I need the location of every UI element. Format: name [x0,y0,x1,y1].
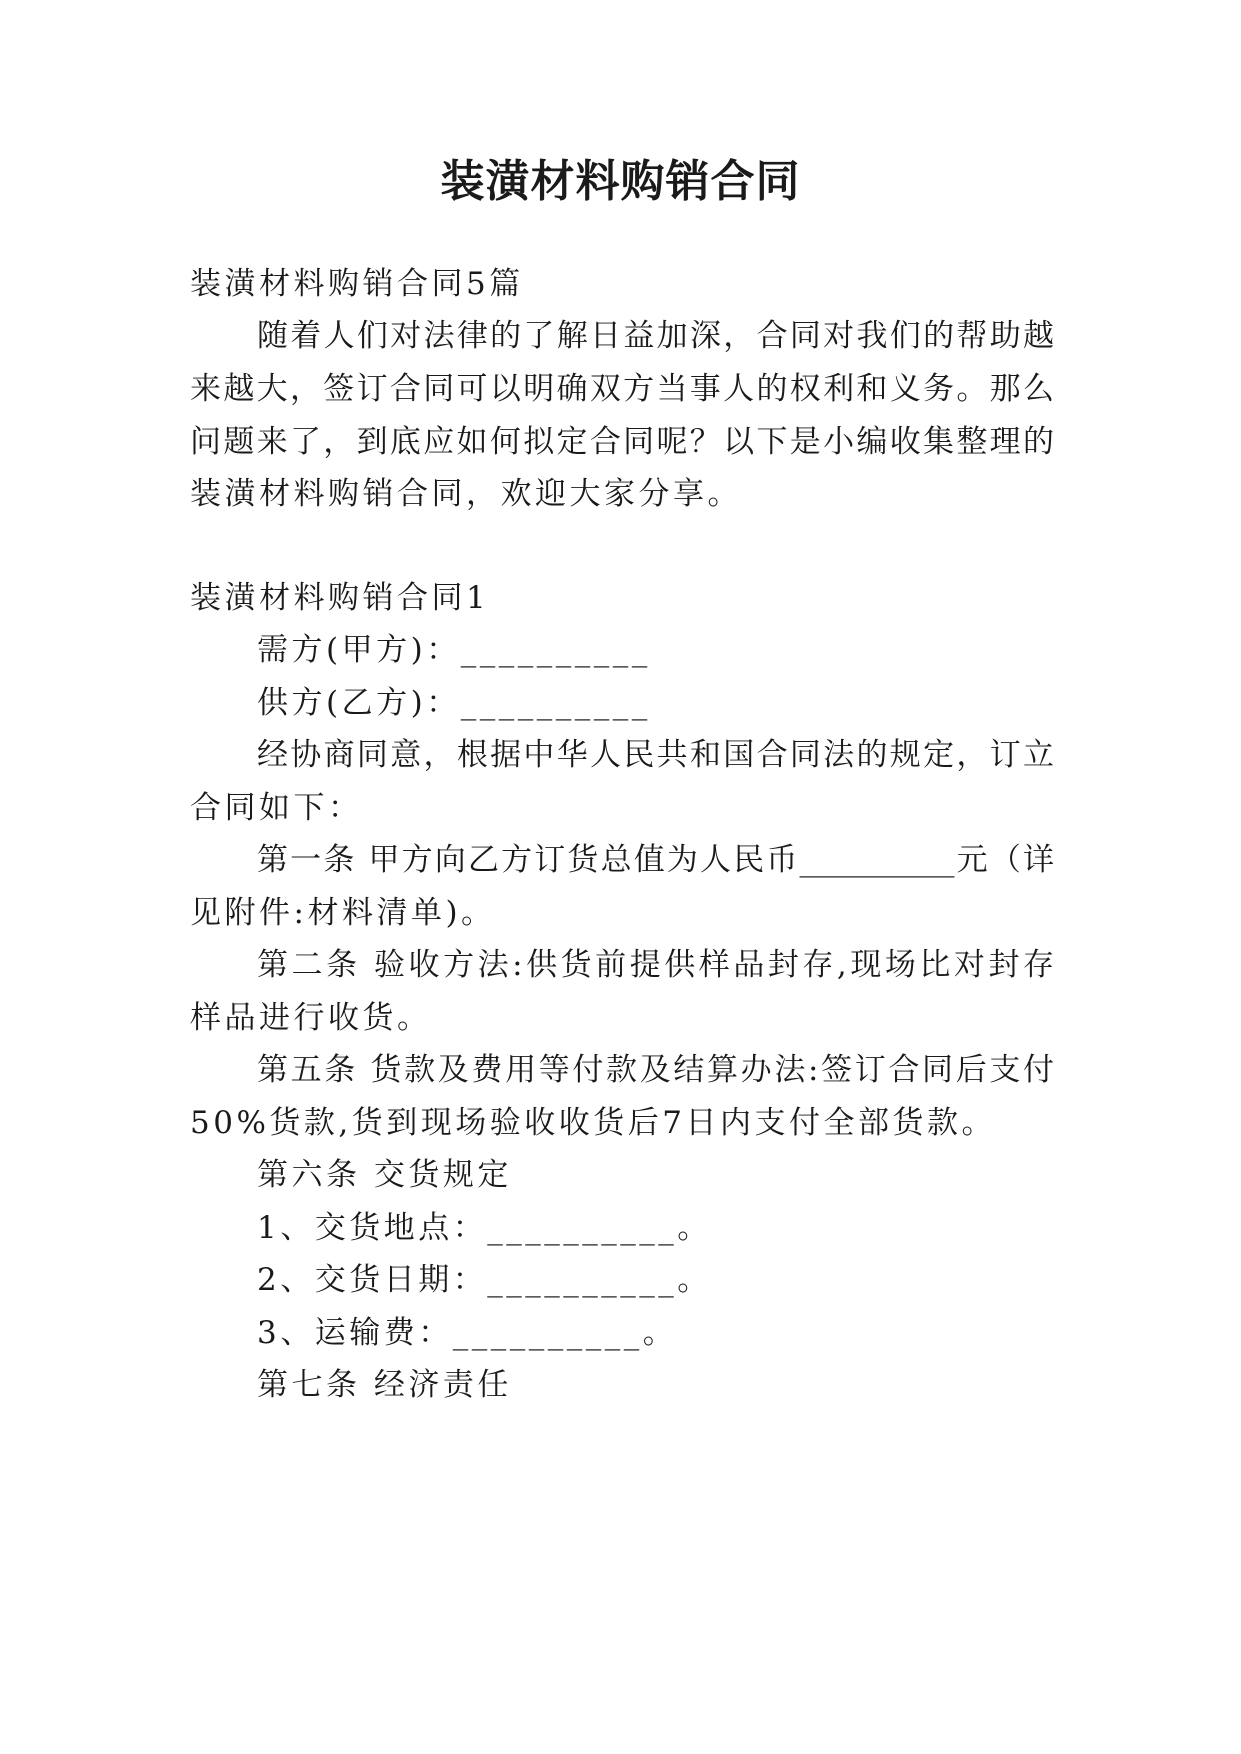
clause-line: 第二条 验收方法:供货前提供样品封存,现场比对封存 [257,947,1054,983]
clause-line: 50%货款,货到现场验收收货后7日内支付全部货款。 [190,1105,996,1141]
paragraph-line: 来越大，签订合同可以明确双方当事人的权利和义务。那么 [190,371,1054,407]
clause-line: 样品进行收货。 [190,1000,432,1036]
shipping-fee-field: 3、运输费：__________。 [257,1315,678,1351]
paragraph-line: 问题来了，到底应如何拟定合同呢？以下是小编收集整理的 [190,424,1054,460]
supplier-field: 供方(乙方)：__________ [257,685,651,721]
document-title: 装潢材料购销合同 [440,156,801,207]
delivery-date-field: 2、交货日期：__________。 [257,1262,712,1298]
clause-line: 见附件:材料清单)。 [190,895,496,931]
section-heading: 装潢材料购销合同1 [190,580,490,616]
buyer-field: 需方(甲方)：__________ [257,632,651,668]
clause-line: 第一条 甲方向乙方订货总值为人民币__________元（详 [257,842,1054,878]
delivery-location-field: 1、交货地点：__________。 [257,1210,712,1246]
paragraph-line: 经协商同意，根据中华人民共和国合同法的规定，订立 [257,737,1054,773]
paragraph-line: 随着人们对法律的了解日益加深，合同对我们的帮助越 [257,318,1054,354]
clause-heading: 第六条 交货规定 [257,1157,512,1193]
paragraph-line: 装潢材料购销合同，欢迎大家分享。 [190,476,742,512]
paragraph-line: 合同如下： [190,790,363,826]
clause-line: 第五条 货款及费用等付款及结算办法:签订合同后支付 [257,1052,1054,1088]
clause-heading: 第七条 经济责任 [257,1367,512,1403]
subtitle: 装潢材料购销合同5篇 [190,266,524,302]
